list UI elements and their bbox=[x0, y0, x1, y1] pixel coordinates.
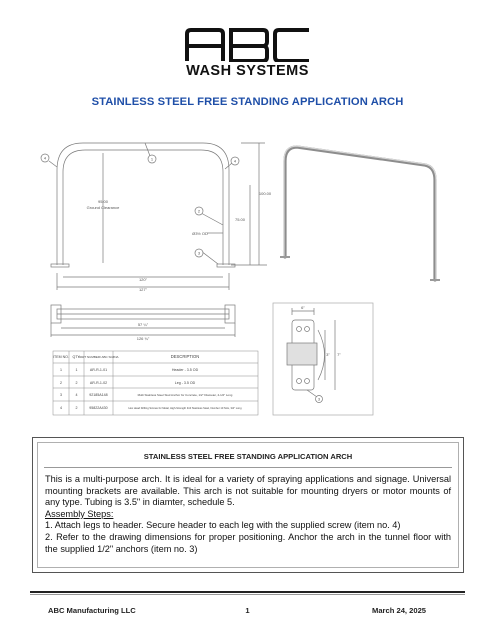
bom-r4-desc: Hex Head Drilling Screws for Metal, High-Strength 410 Stainless Steel, Number 10 Size, 3/4" Long bbox=[128, 407, 242, 410]
bill-of-materials bbox=[53, 351, 258, 415]
bom-r2-item: 2 bbox=[60, 381, 62, 385]
footer-rule-thin bbox=[30, 594, 465, 595]
abc-logo-mark bbox=[185, 28, 311, 62]
bracket-detail bbox=[273, 303, 373, 415]
bom-header-qty: QTY. bbox=[72, 355, 81, 359]
callout-text-4: 4 bbox=[43, 155, 47, 161]
dim-outer-width: 127" bbox=[138, 287, 148, 292]
bom-r3-qty: 4 bbox=[75, 393, 78, 397]
callout-text-2: 2 bbox=[197, 208, 201, 214]
bom-r4-part: 95822A430 bbox=[89, 406, 108, 410]
arch-3d-view bbox=[285, 147, 435, 280]
arch-front-outer bbox=[57, 143, 229, 265]
bom-r3-desc: Multi Stainless Steel Stud Anchor for Concrete, 1/2" Diameter, 4-1/2" Long bbox=[137, 393, 233, 397]
footer-date: March 24, 2025 bbox=[372, 606, 427, 615]
dim-inner-width: 120" bbox=[138, 277, 148, 282]
bom-r2-desc: Leg - 3.5 OD bbox=[174, 381, 196, 385]
assembly-step-1: 1. Attach legs to header. Secure header to each leg with the supplied screw (item no. 4) bbox=[45, 520, 401, 531]
bom-r3-part: 92185A148 bbox=[89, 393, 108, 397]
bom-r1-part: AR-R-1-01 bbox=[89, 368, 108, 372]
bom-r4-item: 4 bbox=[60, 406, 62, 410]
technical-drawing bbox=[35, 125, 465, 420]
description-title: STAINLESS STEEL FREE STANDING APPLICATION ARCH bbox=[143, 452, 353, 461]
dim-bracket-inner: 3" bbox=[326, 352, 330, 357]
footer-rule bbox=[30, 591, 465, 593]
dim-bracket-height: 7" bbox=[337, 352, 341, 357]
bom-r1-desc: Header - 3.5 OD bbox=[171, 368, 199, 372]
bom-r1-item: 1 bbox=[60, 368, 62, 372]
bom-r2-qty: 2 bbox=[75, 381, 78, 385]
dim-tube: Ø3½ OD bbox=[192, 231, 208, 236]
bom-r1-qty: 1 bbox=[75, 368, 78, 372]
dim-top-inner: 57 ¼" bbox=[137, 322, 149, 327]
bom-r2-part: AR-R-1-02 bbox=[89, 381, 108, 385]
assembly-steps-heading: Assembly Steps: bbox=[45, 508, 114, 519]
logo-subtitle: WASH SYSTEMS bbox=[186, 63, 309, 79]
bom-header-item: ITEM NO. bbox=[53, 355, 69, 359]
description-divider bbox=[44, 467, 452, 468]
assembly-step-2: 2. Refer to the drawing dimensions for proper positioning. Anchor the arch in the tunnel floor with the supplied 1/2" anchors (item no. 3) bbox=[45, 531, 451, 554]
footer-company: ABC Manufacturing LLC bbox=[48, 606, 136, 615]
bom-header-part: PART NUMBER/ ABC SC#NA bbox=[78, 355, 119, 359]
ground-clearance-label: Ground Clearance bbox=[86, 205, 120, 210]
dim-height: 100.00 bbox=[258, 191, 272, 196]
bom-text bbox=[53, 354, 242, 410]
footer-page-number: 1 bbox=[245, 606, 250, 615]
description-box bbox=[32, 437, 464, 573]
bom-header-desc: DESCRIPTION bbox=[170, 354, 200, 359]
bom-r3-item: 3 bbox=[60, 393, 62, 397]
callout-text-4b: 4 bbox=[233, 158, 237, 164]
description-paragraph: This is a multi-purpose arch. It is ideal for a variety of spraying applications and signage. Universal mounting brackets are available. This arch is not suitable for mounting dryers or motor mounts of any type. Tubing is 3.5" in diamter, schedule 5. bbox=[45, 474, 451, 508]
description-body bbox=[45, 474, 451, 555]
callout-text-3b: 3 bbox=[317, 396, 321, 402]
dim-ground-clearance: 95.00 bbox=[97, 199, 109, 204]
document-title: STAINLESS STEEL FREE STANDING APPLICATION ARCH bbox=[91, 96, 404, 108]
description-box-inner bbox=[37, 442, 459, 568]
bom-r4-qty: 2 bbox=[75, 406, 78, 410]
callout-text-1: 1 bbox=[150, 156, 154, 162]
dim-inner-height: 75.00 bbox=[234, 217, 246, 222]
dim-bracket-width: 6" bbox=[301, 305, 305, 310]
callout-text-3: 3 bbox=[197, 250, 201, 256]
dim-top-outer: 126 ¾" bbox=[136, 336, 150, 341]
